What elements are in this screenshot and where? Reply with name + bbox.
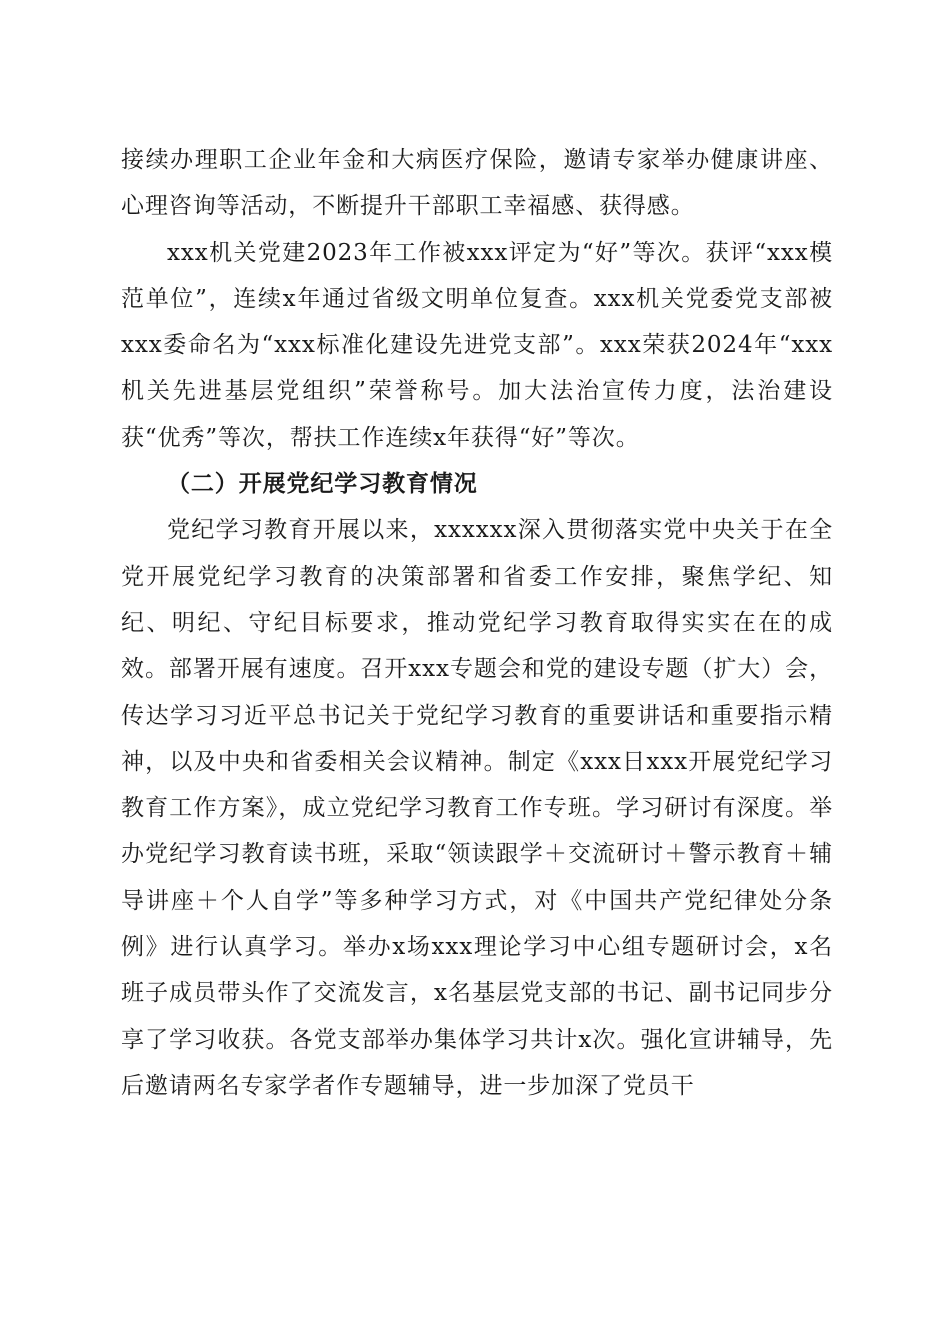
section-heading: （二）开展党纪学习教育情况 bbox=[167, 470, 478, 498]
paragraph-party-discipline: 党纪学习教育开展以来，xxxxxx深入贯彻落实党中央关于在全党开展党纪学习教育的决策部署和省委工作安排，聚焦学纪、知纪、明纪、守纪目标要求，推动党纪学习教育取得实实在在的成效。部署开展有速度。召开xxx专题会和党的建设专题（扩大）会，传达学习习近平总书记关于党纪学习教育的重要讲话和重要指示精神，以及中央和省委相关会议精神。制定《xxx日xxx开展党纪学习教育工作方案》，成立党纪学习教育工作专班。学习研讨有深度。举办党纪学习教育读书班，采取“领读跟学＋交流研讨＋警示教育＋辅导讲座＋个人自学”等多种学习方式，对《中国共产党纪律处分条例》进行认真学习。举办x场xxx理论学习中心组专题研讨会，x名班子成员带头作了交流发言，x名基层党支部的书记、副书记同步分享了学习收获。各党支部举办集体学习共计x次。强化宣讲辅导，先后邀请两名专家学者作专题辅导，进一步加深了党员干 bbox=[121, 517, 833, 1099]
paragraph-continued: 接续办理职工企业年金和大病医疗保险，邀请专家举办健康讲座、心理咨询等活动，不断提升干部职工幸福感、获得感。 bbox=[121, 147, 833, 220]
paragraph-achievements: xxx机关党建2023年工作被xxx评定为“好”等次。获评“xxx模范单位”，连续x年通过省级文明单位复查。xxx机关党委党支部被xxx委命名为“xxx标准化建设先进党支部”。xxx荣获2024年“xxx机关先进基层党组织”荣誉称号。加大法治宣传力度，法治建设获“优秀”等次，帮扶工作连续x年获得“好”等次。 bbox=[121, 239, 833, 451]
document-body bbox=[121, 137, 833, 1109]
